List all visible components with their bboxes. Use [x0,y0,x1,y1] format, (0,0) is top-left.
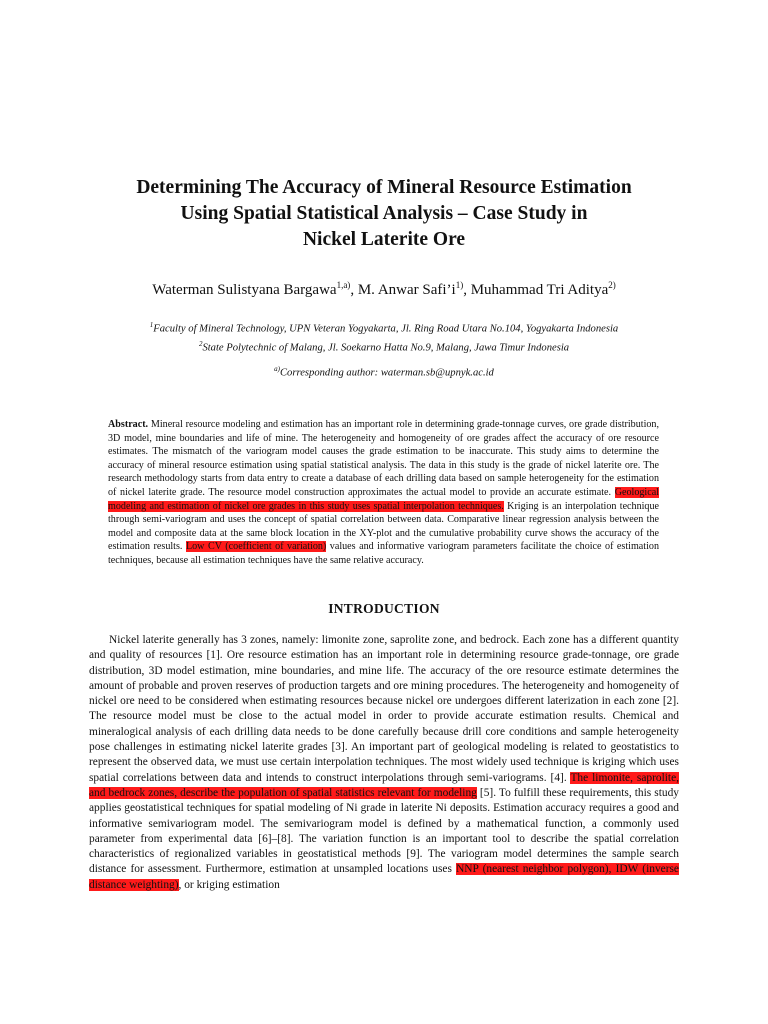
abstract-highlight: Geological modeling and estimation of nickel ore grades in this study uses spatial interpolation techniques. [108,486,659,512]
introduction-paragraph [89,633,679,893]
author-affiliation-mark: 1,a) [336,280,351,290]
author-separator: , [463,282,471,298]
author-name: Waterman Sulistyana Bargawa [152,282,337,298]
abstract-label: Abstract. [108,419,149,430]
corresponding-text: Corresponding author: waterman.sb@upnyk.ac.id [279,367,494,379]
abstract [108,418,659,568]
corresponding-mark: a) [274,365,280,373]
affiliation-mark: 1 [149,321,154,329]
title-line: Using Spatial Statistical Analysis – Case Study in [180,203,588,224]
author-name: Muhammad Tri Aditya [470,282,609,298]
author-name: M. Anwar Safi’i [357,282,456,298]
abstract-text: values and informative variogram parameters facilitate the choice of estimation techniques, because all estimation techniques have the same relative accuracy. [108,541,659,566]
title-line: Determining The Accuracy of Mineral Resource Estimation [136,177,632,198]
affiliation-text: Faculty of Mineral Technology, UPN Veteran Yogyakarta, Jl. Ring Road Utara No.104, Yogyakarta Indonesia [153,323,619,335]
corresponding-author [60,362,708,381]
intro-text: Nickel laterite generally has 3 zones, namely: limonite zone, saprolite zone, and bedrock. Each zone has a different quantity and quality of resources [1]. Ore resource estimation has an important role in determining resource grade-tonnage, ore grade distribution, 3D model estimation, mine boundaries, and mine life. The accuracy of the ore resource estimate determines the amount of probable and proven reserves of production targets and ore mining procedures. The heterogeneity and homogeneity of nickel ore need to be considered when estimating resources because nickel ore undergoes different laterization in each zone [2]. The resource model must be close to the actual model in order to provide accurate estimation results. Chemical and mineralogical analysis of each drilling data needs to be done carefully because drill core conditions and sample heterogeneity pose challenges in estimating nickel laterite grades [3]. An important part of geological modeling is related to geostatistics to represent the observed data, we must use certain interpolation techniques. The most widely used technique is kriging which uses spatial correlations between data and intends to construct interpolations through semi-variograms. [4]. [89,634,679,784]
author-affiliation-mark: 1) [455,280,464,290]
title-line: Nickel Laterite Ore [302,229,466,250]
author-affiliation-mark: 2) [608,280,616,290]
affiliation-text: State Polytechnic of Malang, Jl. Soekarno Hatta No.9, Malang, Jawa Timur Indonesia [202,342,570,354]
intro-highlight: NNP (nearest neighbor polygon), IDW (inverse distance weighting) [89,863,679,891]
affiliation [60,337,708,356]
section-heading-introduction: INTRODUCTION [328,601,440,616]
intro-text: , or kriging estimation [178,878,280,891]
affiliation-mark: 2 [198,339,203,348]
paper-title [70,175,698,253]
intro-highlight: The limonite, saprolite, and bedrock zones, describe the population of spatial statistics relevant for modeling [89,771,679,799]
abstract-text: Mineral resource modeling and estimation has an important role in determining grade-tonnage curves, ore grade distribution, 3D model, mine boundaries and life of mine. The heterogeneity and homogeneity of ore grades affect the accuracy of ore resource estimates. The mismatch of the variogram model causes the grade estimation to be inaccurate. This study aims to determine the accuracy of mineral resource estimation using spatial statistical analysis. The data in this study is the grade of nickel laterite ore. The research methodology starts from data entry to create a database of each drilling data based on sample heterogeneity for the estimation of nickel laterite grade. The resource model construction approximates the actual model to provide an accurate estimate. [108,419,659,498]
author-separator: , [350,282,358,298]
abstract-highlight: Low CV (coefficient of variation) [185,541,327,553]
intro-text: [5]. To fulfill these requirements, this study applies geostatistical techniques for spatial modeling of Ni grade in laterite Ni deposits. Estimation accuracy requires a good and informative semivariogram model. The semivariogram model is defined by a mathematical function, a commonly used parameter from experimental data [6]–[8]. The variation function is an important tool to describe the spatial correlation characteristics of regionalized variables in geostatistical methods [9]. The variogram model determines the sample search distance for assessment. Furthermore, estimation at unsampled locations uses [89,786,679,876]
affiliations [60,318,708,355]
abstract-text: Kriging is an interpolation technique through semi-variogram and uses the concept of spatial correlation between data. Comparative linear regression analysis between the model and composite data at the same block location in the XY-plot and the cumulative probability curve shows the accuracy of the estimation results. [108,500,659,553]
affiliation [60,318,708,337]
author-list [60,275,708,300]
